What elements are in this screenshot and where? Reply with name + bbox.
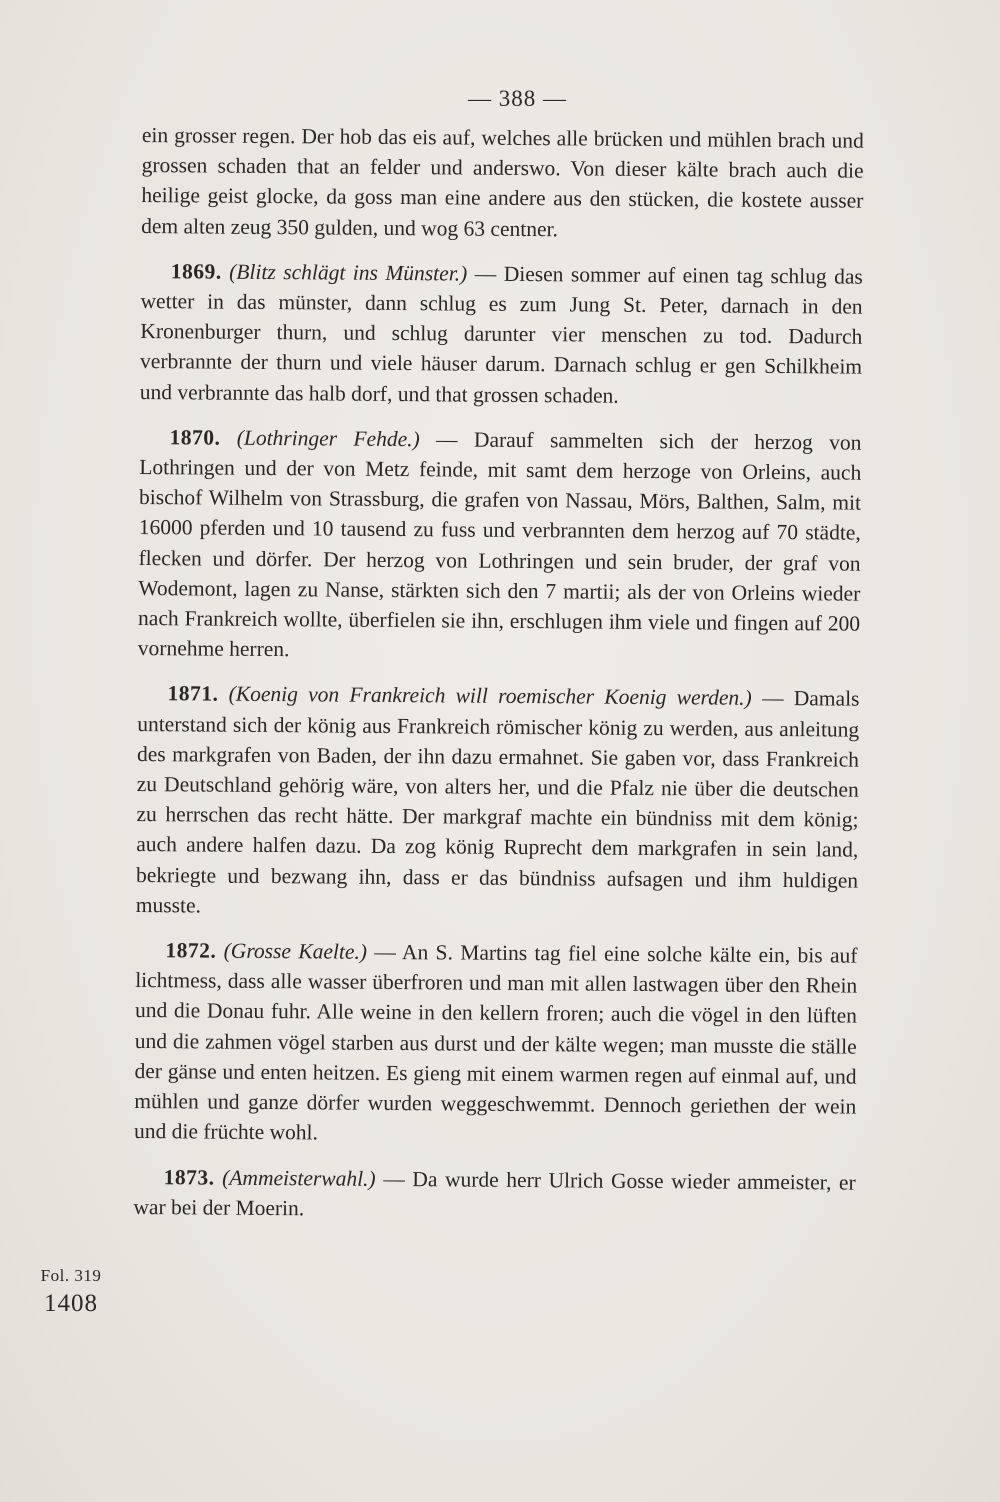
entry-heading: (Koenig von Frankreich will roemischer Koenig werden.) [228, 682, 752, 711]
entry-text: — Diesen sommer auf einen tag schlug das wetter in das münster, dann schlug es zum Jung St. Peter, darnach in den Kronenburger thurn, und schlug darunter vier menschen zu tod. Dadurch verbrannte der thurn und viele häuser darum. Darnach schlug er gen Schilkheim und verbrannte das halb dorf, und that grossen schaden. [139, 261, 863, 408]
entry-year: 1871. [167, 681, 219, 707]
continuation-paragraph: ein grosser regen. Der hob das eis auf, welches alle brücken und mühlen brach und grossen schaden that an felder und anderswo. Von dieser kälte brach auch die heilige geist glocke, da goss man eine andere aus den stücken, die kostete ausser dem alten zeug 350 gulden, und wog 63 centner. [141, 122, 864, 241]
text-body [133, 120, 864, 1243]
entry-year: 1872. [165, 938, 217, 963]
entry-1870 [138, 422, 862, 669]
entry-heading: (Lothringer Fehde.) [236, 425, 420, 452]
entry-1871 [136, 678, 860, 925]
entry-text: — Darauf sammelten sich der herzog von Lothringen und der von Metz feinde, mit samt dem herzoge von Orleins, auch bischof Wilhelm von Strassburg, die grafen von Nassau, Mörs, Balthen, Salm, mit 16000 pferden und 10 tausend zu fuss und verbrannten dem herzog auf 70 städte, flecken und dörfer. Der herzog von Lothringen und sein bruder, der graf von Wodemont, lagen zu Nanse, stärkten sich den 7 martii; als der von Orleins wieder nach Frankreich wollte, überfielen sie ihn, erschlugen ihm viele und fingen auf 200 vornehme herren. [137, 427, 862, 662]
margin-folio-note: Fol. 319 [40, 1266, 102, 1285]
margin-year-note: 1408 [44, 1290, 98, 1317]
entry-1869 [140, 256, 863, 413]
page-number: — 388 — [468, 86, 567, 111]
entry-year: 1873. [163, 1164, 215, 1190]
entry-heading: (Grosse Kaelte.) [223, 938, 368, 964]
entry-text: — Da wurde herr Ulrich Gosse wieder ammeister, er war bei der Moerin. [133, 1166, 856, 1221]
entry-1872 [134, 935, 858, 1152]
entry-text: — An S. Martins tag fiel eine solche kälte ein, bis auf lichtmess, dass alle wasser überfroren und man mit allen lastwagen über den Rhein und die Donau fuhr. Alle weine in den kellern froren; auch die vögel in den lüften und die zahmen vögel starben aus durst und der kälte wegen; man musste die ställe der gänse und enten heitzen. Es gieng mit einem warmen regen auf einmal auf, und mühlen und ganze dörfer wurden weggeschwemmt. Dennoch geriethen der wein und die früchte wohl. [133, 939, 858, 1145]
entry-1873 [133, 1161, 855, 1227]
entry-heading: (Blitz schlägt ins Münster.) [229, 259, 468, 286]
entry-year: 1870. [169, 425, 221, 450]
entry-text: — Damals unterstand sich der könig aus Frankreich römischer könig zu werden, aus anleitung des markgrafen von Baden, der ihn dazu ermahnet. Sie gaben vor, dass Frankreich zu Deutschland gehörig wäre, von alters her, und die Pfalz nie über die deutschen zu herrschen das recht hätte. Der markgraf machte ein bündniss mit dem könig; auch andere halfen dazu. Da zog könig Ruprecht dem markgrafen in sein land, bekriegte und bezwang ihn, dass er das bündniss aufsagen und ihm huldigen musste. [135, 686, 860, 918]
entry-year: 1869. [170, 259, 222, 284]
entry-heading: (Ammeisterwahl.) [222, 1165, 376, 1191]
